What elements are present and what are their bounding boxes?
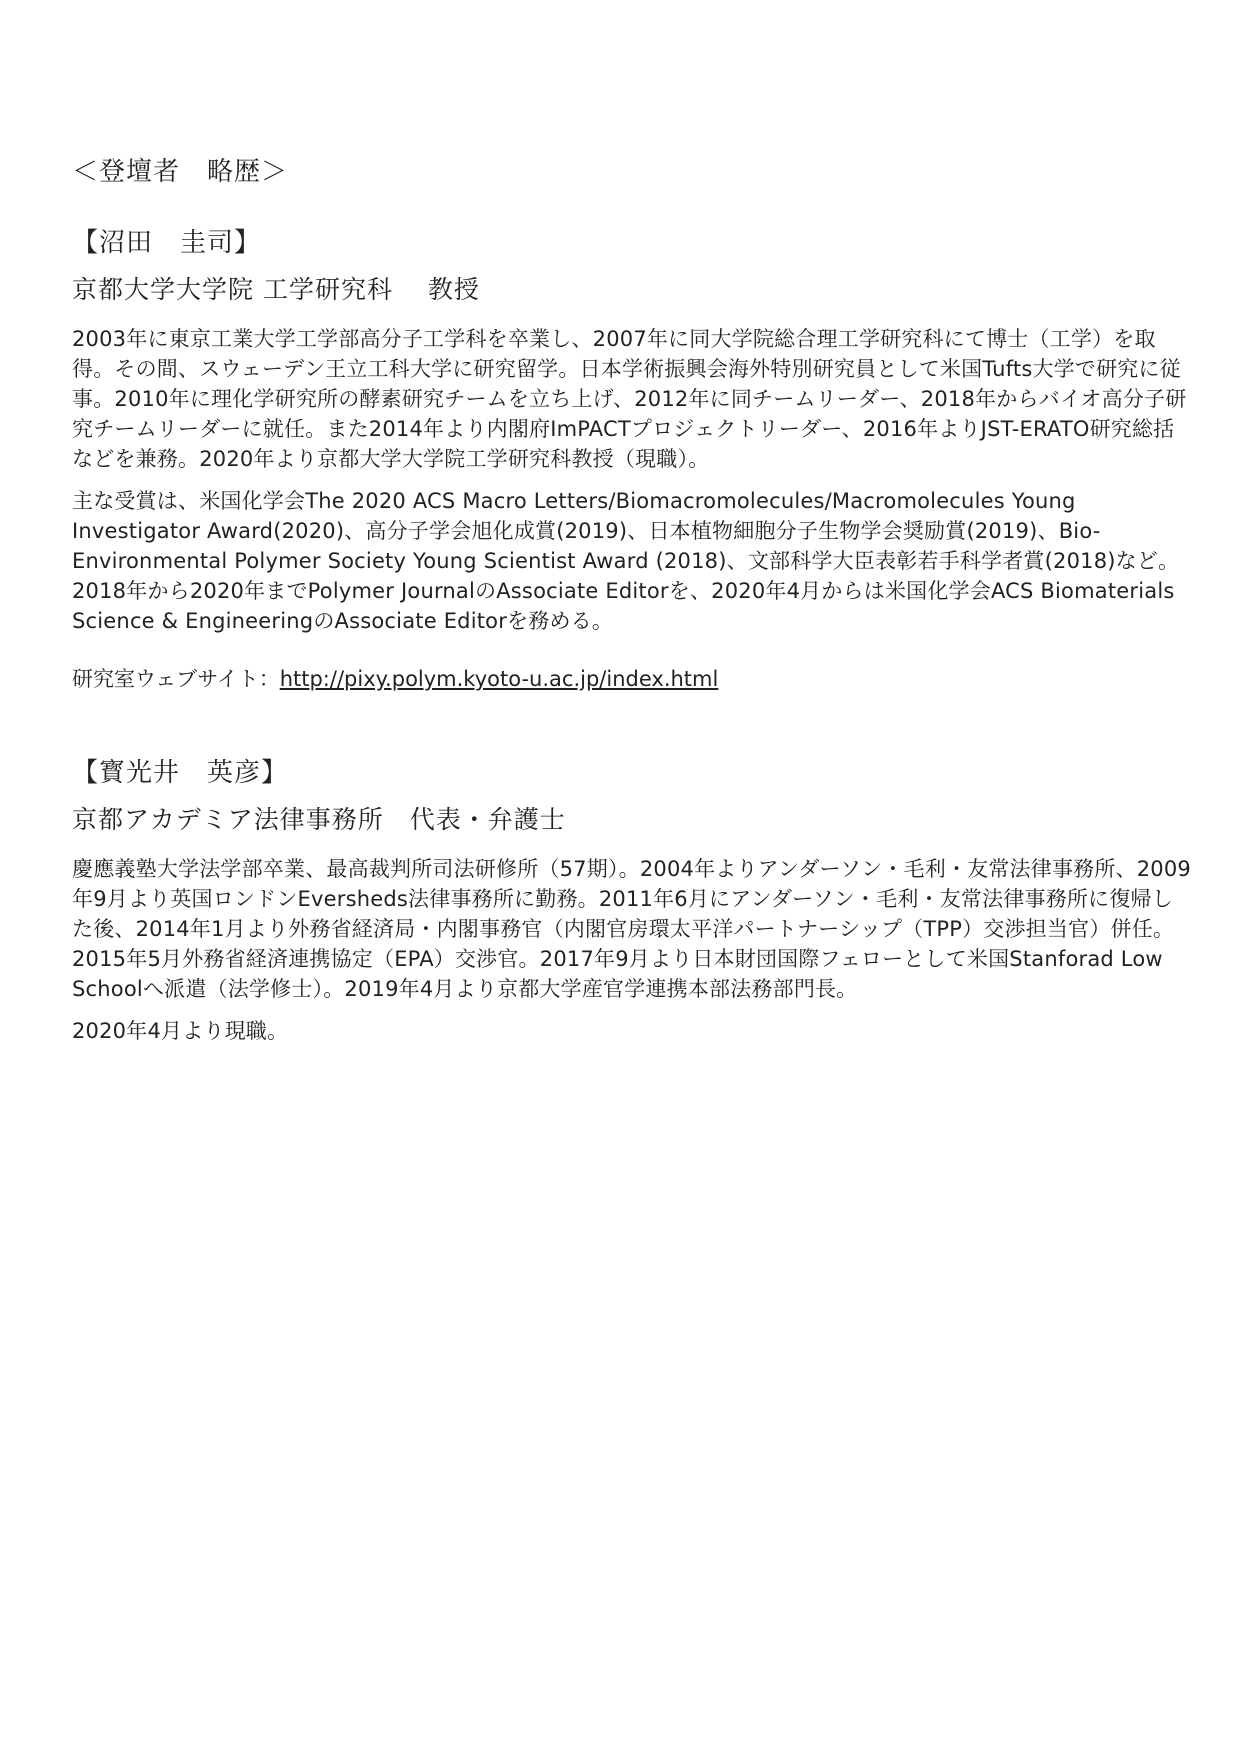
lab-website-label: 研究室ウェブサイト： [72, 667, 280, 691]
speaker-section-houkoui [72, 752, 1192, 1046]
speaker-bio-paragraph: 2003年に東京工業大学工学部高分子工学科を卒業し、2007年に同大学院総合理工学研究科にて博士（工学）を取得。その間、スウェーデン王立工科大学に研究留学。日本学術振興会海外特別研究員として米国Tufts大学で研究に従事。2010年に理化学研究所の酵素研究チームを立ち上げ、2012年に同チームリーダー、2018年からバイオ高分子研究チームリーダーに就任。また2014年より内閣府ImPACTプロジェクトリーダー、2016年よりJST-ERATO研究総括などを兼務。2020年より京都大学大学院工学研究科教授（現職）。 [72, 327, 1187, 471]
document-title: ＜登壇者 略歴＞ [72, 157, 289, 187]
speaker-name: 【沼田 圭司】 [72, 228, 262, 258]
speaker-current-position: 2020年4月より現職。 [72, 1019, 289, 1043]
lab-website-line [72, 664, 1192, 694]
speaker-section-numata [72, 222, 1192, 694]
speaker-bio-paragraph: 慶應義塾大学法学部卒業、最高裁判所司法研修所（57期）。2004年よりアンダーソン・毛利・友常法律事務所、2009年9月より英国ロンドンEversheds法律事務所に勤務。2011年6月にアンダーソン・毛利・友常法律事務所に復帰した後、2014年1月より外務省経済局・内閣事務官（内閣官房環太平洋パートナーシップ（TPP）交渉担当官）併任。2015年5月外務省経済連携協定（EPA）交渉官。2017年9月より日本財団国際フェローとして米国Stanforad Low Schoolへ派遣（法学修士）。2019年4月より京都大学産官学連携本部法務部門長。 [72, 857, 1191, 1001]
speaker-awards-paragraph: 主な受賞は、米国化学会The 2020 ACS Macro Letters/Biomacromolecules/Macromolecules Young Investigator Award(2020)、高分子学会旭化成賞(2019)、日本植物細胞分子生物学会奨励賞(2019)、Bio-Environmental Polymer Society Young Scientist Award (2018)、文部科学大臣表彰若手科学者賞(2018)など。2018年から2020年までPolymer JournalのAssociate Editorを、2020年4月からは米国化学会ACS Biomaterials Science & EngineeringのAssociate Editorを務める。 [72, 489, 1180, 633]
speaker-affiliation: 京都大学大学院 工学研究科 教授 [72, 275, 480, 304]
document-page [72, 152, 1192, 1058]
lab-website-link[interactable]: http://pixy.polym.kyoto-u.ac.jp/index.html [279, 667, 719, 691]
speaker-name: 【寳光井 英彦】 [72, 758, 289, 788]
speaker-affiliation: 京都アカデミア法律事務所 代表・弁護士 [72, 805, 566, 834]
